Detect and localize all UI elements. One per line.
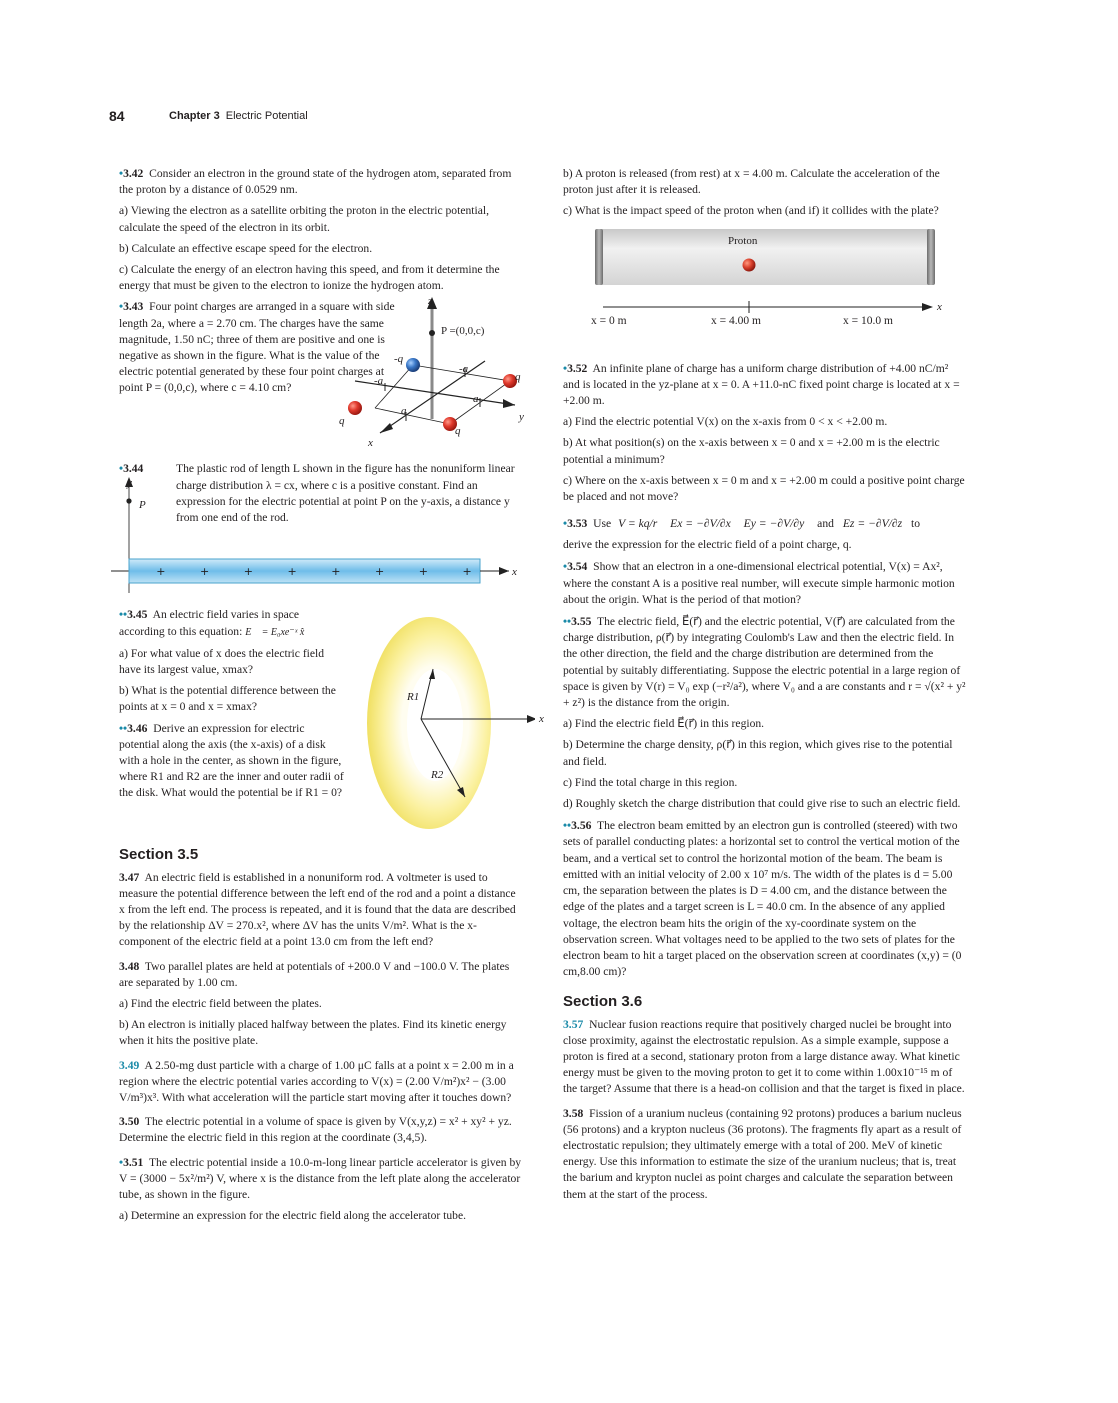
problem-3-54: [563, 559, 967, 608]
part-d: d) Roughly sketch the charge distribution that could give rise to such an electric field.: [563, 797, 961, 811]
part-a: a) Find the electric field E⃗(r⃗) in this region.: [563, 717, 765, 731]
problem-3-49: [119, 1058, 523, 1107]
running-head: [169, 110, 308, 122]
problem-number: 3.52: [567, 361, 588, 375]
part-a: a) Determine an expression for the electric field along the accelerator tube.: [119, 1209, 466, 1223]
and-word: and: [817, 517, 834, 531]
problem-3-42: [119, 166, 523, 294]
problem-3-47: [119, 870, 523, 951]
charged-rod-figure: [107, 475, 527, 605]
plus-sign: +: [287, 565, 297, 579]
q-label-front: q: [455, 425, 461, 438]
problem-stem: Derive an expression for electric potential along the axis (the x-axis) of a disk with a hole in the center, as shown in the figure, where R1 and R2 are the inner and outer radii of the disk. What would the potential be if R1 = 0?: [119, 721, 344, 800]
difficulty-dot: •: [119, 300, 124, 314]
problem-number: 3.44: [123, 462, 144, 476]
problem-stem: An electric field is established in a nonuniform rod. A voltmeter is used to measure the potential difference between the left end of the rod and a point a distance x from the left end. The process is repeated, and it is found that the data are described by the relationship ΔV = 270.x², where ΔV has the units V/m². What is the x-component of the electric field at a point 13.0 cm from the left end?: [119, 870, 516, 949]
section-heading-3-6: Section 3.6: [563, 993, 643, 1011]
problem-number: 3.46: [127, 721, 148, 735]
problem-number: 3.45: [127, 608, 148, 622]
negative-charge: [406, 358, 420, 372]
proton: [743, 258, 756, 271]
part-b: b) At what position(s) on the x-axis between x = 0 and x = +2.00 m is the electric potential a minimum?: [563, 436, 940, 466]
part-b: b) Calculate an effective escape speed for the electron.: [119, 241, 373, 255]
tube-svg: [593, 227, 943, 327]
problem-3-43: [119, 295, 524, 461]
equation-v: V = kq/r: [618, 517, 658, 531]
problem-3-46: [119, 721, 347, 802]
part-a: a) Viewing the electron as a satellite orbiting the proton in the electric potential, calculate the speed of the electron in its orbit.: [119, 204, 489, 234]
problem-number: 3.50: [119, 1115, 140, 1129]
problem-number: 3.42: [123, 167, 144, 180]
problem-number: 3.58: [563, 1106, 584, 1120]
problems-3-45-3-46: [119, 607, 544, 837]
problem-number: 3.57: [563, 1017, 584, 1031]
left-column: [119, 166, 544, 1229]
problem-stem: The electric field, E⃗(r⃗) and the electric potential, V(r⃗) are calculated from the charge distribution, ρ(r⃗) by integrating Coulomb's Law and then the electric field. In the other direction, the field and the charge distribution are determined from the potential by suitably differentiating. Suppose the electric potential in a large region of space is given by V(r) = V₀ exp (−r²/a²), where V₀ and a are constants and r = √(x² + y² + z²) is the distance from the origin.: [563, 615, 966, 710]
problem-number: 3.53: [567, 517, 588, 531]
problem-3-45: [119, 607, 347, 715]
plus-sign: +: [156, 565, 166, 579]
problem-stem: An infinite plane of charge has a uniform charge distribution of +4.00 nC/m² and is located in the yz-plane at x = 0. A +11.0-nC fixed point charge is located at x = +2.00 m.: [563, 361, 960, 408]
plus-sign: +: [462, 565, 472, 579]
part-c: c) Find the total charge in this region.: [563, 775, 738, 789]
chapter-title: Electric Potential: [225, 110, 308, 122]
part-b: b) Determine the charge density, ρ(r⃗) in this region, which gives rise to the potential and field.: [563, 738, 953, 768]
problem-stem: An electric field varies in space according to this equation:: [119, 608, 300, 638]
y-axis-label: y: [519, 411, 524, 424]
problem-3-57: [563, 1017, 967, 1098]
difficulty-dots: ••: [563, 819, 572, 833]
section-heading-3-5: Section 3.5: [119, 846, 199, 864]
part-b: b) What is the potential difference between the points at x = 0 and x = xmax?: [119, 684, 336, 714]
problem-stem: Consider an electron in the ground state of the hydrogen atom, separated from the proton by a distance of 0.0529 nm.: [119, 167, 512, 197]
minus-a-label-2: -a: [459, 363, 469, 376]
equation-ez: Ez = −∂V/∂z: [842, 517, 903, 531]
difficulty-dot: •: [119, 462, 124, 476]
positive-charge: [348, 401, 362, 415]
problem-3-56: [563, 818, 967, 980]
problem-stem: The plastic rod of length L shown in the figure has the nonuniform linear charge distribution λ = cx, where c is a positive constant. Find an expression for the electric potential at point P on the y-axis, a distance y from one end of the rod.: [176, 462, 515, 525]
plus-sign: +: [200, 565, 210, 579]
r2-label: R2: [431, 769, 444, 782]
page-number: 84: [109, 108, 125, 124]
problem-3-55: [563, 614, 967, 812]
point-p-label: P =(0,0,c): [441, 325, 485, 338]
x-axis-label: x: [937, 300, 942, 313]
proton-label: Proton: [728, 234, 758, 247]
part-c: c) Where on the x-axis between x = 0 m and x = +2.00 m could a positive point charge be placed and not move?: [563, 473, 965, 504]
problem-number: 3.51: [123, 1155, 144, 1169]
problem-3-52: [563, 361, 967, 506]
problem-stem: A 2.50-mg dust particle with a charge of 1.00 μC falls at a point x = 2.00 m in a region where the electric potential varies according to V(x) = (2.00 V/m²)x² − (3.00 V/m³)x³. With what acceleration will the particle start moving after it touches down?: [119, 1058, 514, 1105]
problem-stem: The electric potential inside a 10.0-m-long linear particle accelerator is given by V = (3000 − 5x²/m²) V, where x is the distance from the left plate along the accelerator tube, as shown in the figure.: [119, 1155, 522, 1202]
annular-disk-figure: [355, 607, 535, 837]
equation-ey: Ey = −∂V/∂y: [743, 517, 805, 531]
difficulty-dots: ••: [119, 721, 128, 735]
a-label-front: a: [401, 405, 407, 418]
problem-stem: Two parallel plates are held at potentials of +200.0 V and −100.0 V. The plates are separated by 1.00 cm.: [119, 959, 510, 989]
problem-number: 3.48: [119, 959, 140, 973]
difficulty-dot: •: [119, 167, 124, 180]
problem-number: 3.43: [123, 300, 144, 314]
part-a: a) Find the electric field between the plates.: [119, 997, 322, 1011]
problem-3-51: [119, 1155, 523, 1225]
difficulty-dots: ••: [119, 608, 128, 622]
problem-number: 3.55: [571, 615, 592, 629]
q-label-left: q: [339, 415, 345, 428]
to-word: to: [911, 517, 921, 531]
minus-a-label: -a: [374, 375, 384, 388]
tick-label-10: x = 10.0 m: [843, 314, 893, 327]
y-axis-label: y: [127, 477, 132, 490]
chapter-label: Chapter 3: [169, 110, 220, 122]
tick-label-0: x = 0 m: [591, 314, 627, 327]
right-column: [563, 166, 967, 1208]
problem-3-48: [119, 959, 523, 1050]
four-charges-figure: [335, 291, 535, 451]
q-label-right: q: [515, 371, 521, 384]
part-a: a) For what value of x does the electric field have its largest value, xmax?: [119, 646, 325, 677]
use-word: Use: [593, 517, 612, 531]
z-axis-label: z: [428, 295, 433, 308]
part-a: a) Find the electric potential V(x) on the x-axis from 0 < x < +2.00 m.: [563, 415, 888, 429]
problem-3-50: [119, 1114, 523, 1146]
accelerator-tube-figure: [563, 225, 967, 353]
difficulty-dot: •: [563, 560, 568, 574]
problem-stem: Four point charges are arranged in a square with side length 2a, where a = 2.70 cm. The charges have the same magnitude, 1.50 nC; three of them are positive and one is negative as shown in the figure. What is the value of the electric potential generated by these four point charges at point P = (0,0,c), where c = 4.10 cm?: [119, 300, 395, 395]
equation-ex: Ex = −∂V/∂x: [670, 517, 731, 531]
r1-label: R1: [407, 691, 420, 704]
problem-stem: The electron beam emitted by an electron gun is controlled (steered) with two sets of parallel conducting plates: a horizontal set to control the vertical motion of the beam, and a vertical set to control the horizontal motion of the beam. The beam is emitted with an initial velocity of 2.00 x 10⁷ m/s. The width of the plates is d = 5.00 cm, the separation between the plates is D = 4.00 cm, and the distance between the edge of the plates and a target screen is L = 40.0 cm. In the absence of any applied voltage, the electron beam hits the origin of the xy-coordinate system on the observation screen. What voltages need to be applied to the two sets of plates for the electron beam to hit a target placed on the observation screen at coordinates (x,y) = (0 cm,8.00 cm)?: [563, 819, 962, 979]
difficulty-dot: •: [119, 1155, 124, 1169]
problem-number: 3.49: [119, 1058, 140, 1072]
x-axis-label: x: [368, 437, 373, 450]
part-c: c) Calculate the energy of an electron having this speed, and from it determine the energy that must be given to the electron to ionize the hydrogen atom.: [119, 263, 500, 293]
tick-label-4: x = 4.00 m: [711, 314, 761, 327]
difficulty-dot: •: [563, 517, 568, 531]
part-b: b) An electron is initially placed halfway between the plates. Find its kinetic energy when it hits the positive plate.: [119, 1018, 507, 1048]
difficulty-dots: ••: [563, 615, 572, 629]
x-axis-label: x: [539, 713, 544, 726]
point-p-label: P: [139, 499, 146, 512]
problem-3-53: [563, 511, 967, 553]
plus-sign: +: [418, 565, 428, 579]
problem-stem: Fission of a uranium nucleus (containing 92 protons) produces a barium nucleus (56 protons) and a krypton nucleus (36 protons). The fragments fly apart as a result of electrostatic repulsion; they ultimately emerge with a total of 200. MeV of kinetic energy. Use this information to estimate the size of the uranium nucleus; that is, treat the barium and krypton nuclei as point charges and calculate the separation between them at the start of the process.: [563, 1106, 962, 1201]
problem-3-44: [119, 461, 523, 607]
part-b: b) A proton is released (from rest) at x = 4.00 m. Calculate the acceleration of the proton just after it is released.: [563, 167, 940, 197]
plus-sign: +: [243, 565, 253, 579]
problem-3-51-continued: [563, 166, 967, 220]
part-c: c) What is the impact speed of the proton when (and if) it collides with the plate?: [563, 204, 939, 218]
x-axis-label: x: [512, 566, 517, 579]
problem-3-58: [563, 1106, 967, 1203]
problem-stem: Show that an electron in a one-dimensional electrical potential, V(x) = Ax², where the constant A is a positive real number, will execute simple harmonic motion about the origin. What is the period of that motion?: [563, 560, 955, 606]
problem-number: 3.56: [571, 819, 592, 833]
field-equation: E⃗ = E₀xe⁻ˣ x̂: [245, 626, 305, 638]
problem-stem: The electric potential in a volume of space is given by V(x,y,z) = x² + xy² + yz. Determine the electric field in this region at the coordinate (3,4,5).: [119, 1115, 512, 1145]
problem-continuation: derive the expression for the electric field of a point charge, q.: [563, 538, 852, 552]
plus-signs-row: [139, 564, 489, 580]
problem-number: 3.47: [119, 870, 140, 884]
problem-stem: Nuclear fusion reactions require that positively charged nuclei be brought into close proximity, against the electrostatic repulsion. As a simple example, suppose a proton is fired at a second, stationary proton from a large distance away. What kinetic energy must be given to the moving proton to get it to come within 1.00x10⁻¹⁵ m of the target? Assume that there is a head-on collision and that the target is fixed in place.: [563, 1017, 965, 1096]
problem-number: 3.54: [567, 560, 588, 574]
neg-charge-label: -q: [394, 353, 404, 366]
plus-sign: +: [375, 565, 385, 579]
difficulty-dot: •: [563, 361, 568, 375]
a-label-right: a: [473, 393, 479, 406]
plus-sign: +: [331, 565, 341, 579]
